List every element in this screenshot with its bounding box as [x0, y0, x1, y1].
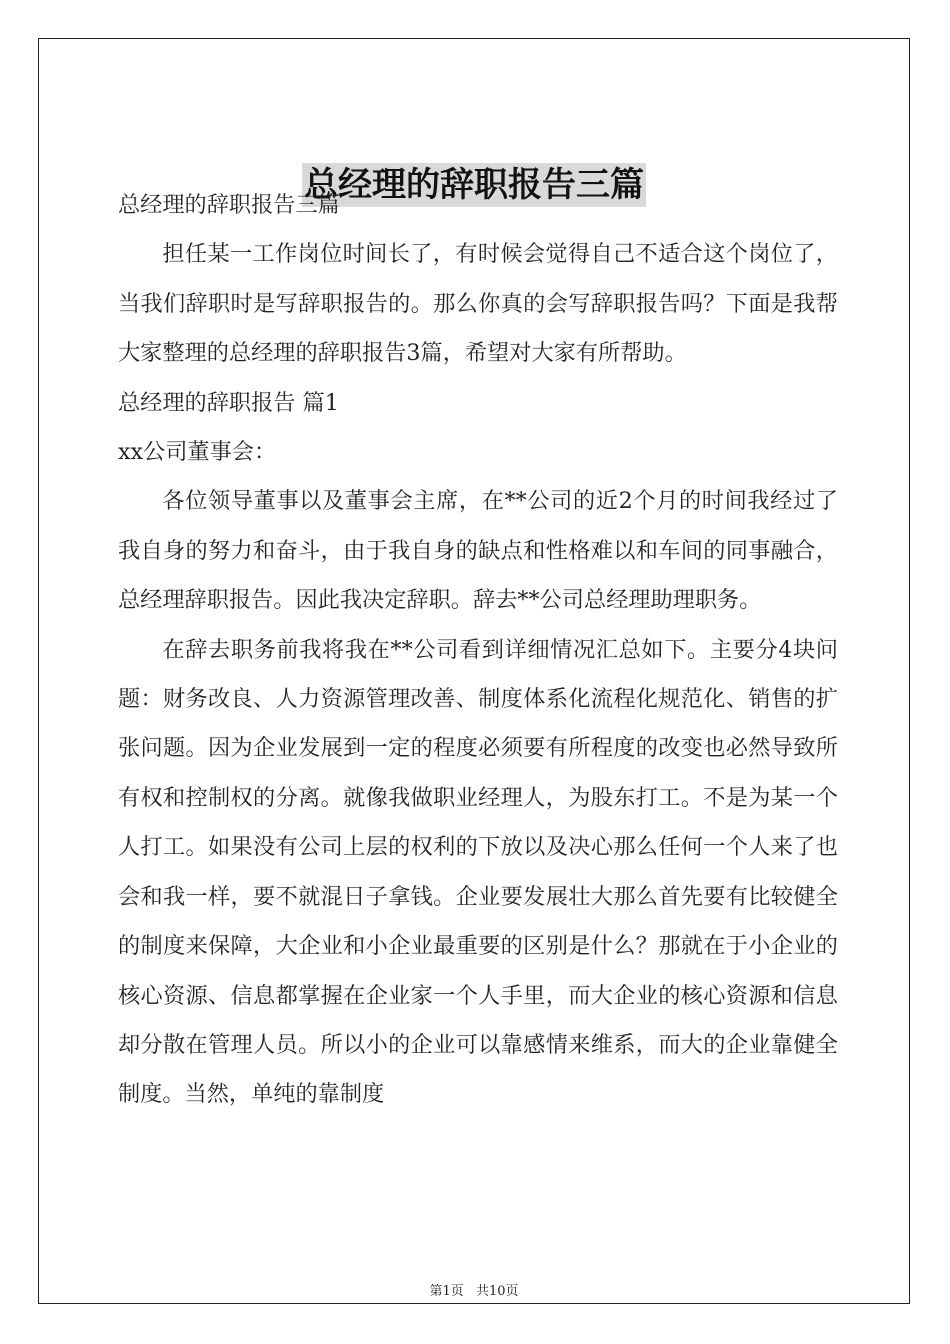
subtitle-paragraph: 总经理的辞职报告三篇: [118, 192, 340, 218]
document-body: [118, 181, 838, 1120]
page-footer: [39, 1280, 909, 1299]
section-heading: 总经理的辞职报告 篇1: [118, 389, 339, 416]
page-total: 共10页: [475, 1284, 519, 1299]
body-paragraph: 在辞去职务前我将我在**公司看到详细情况汇总如下。主要分4块问题：财务改良、人力资源管理改善、制度体系化流程化规范化、销售的扩张问题。因为企业发展到一定的程度必须要有所程度的改变也必然导致所有权和控制权的分离。就像我做职业经理人，为股东打工。不是为某一个人打工。如果没有公司上层的权利的下放以及决心那么任何一个人来了也会和我一样，要不就混日子拿钱。企业要发展壮大那么首先要有比较健全的制度来保障，大企业和小企业最重要的区别是什么？那就在于小企业的核心资源、信息都掌握在企业家一个人手里，而大企业的核心资源和信息却分散在管理人员。所以小的企业可以靠感情来维系，而大的企业靠健全制度。当然，单纯的靠制度: [118, 636, 838, 1108]
intro-paragraph: 担任某一工作岗位时间长了，有时候会觉得自己不适合这个岗位了，当我们辞职时是写辞职报告的。那么你真的会写辞职报告吗？下面是我帮大家整理的总经理的辞职报告3篇，希望对大家有所帮助。: [118, 241, 838, 367]
document-title: 总经理的辞职报告三篇: [304, 165, 644, 205]
page-number: 第1页: [429, 1284, 464, 1299]
document-page: [38, 38, 910, 1304]
salutation: xx公司董事会：: [118, 439, 277, 466]
body-paragraph: 各位领导董事以及董事会主席，在**公司的近2个月的时间我经过了我自身的努力和奋斗，由于我自身的缺点和性格难以和车间的同事融合，总经理辞职报告。因此我决定辞职。辞去**公司总经理助理职务。: [118, 488, 838, 614]
